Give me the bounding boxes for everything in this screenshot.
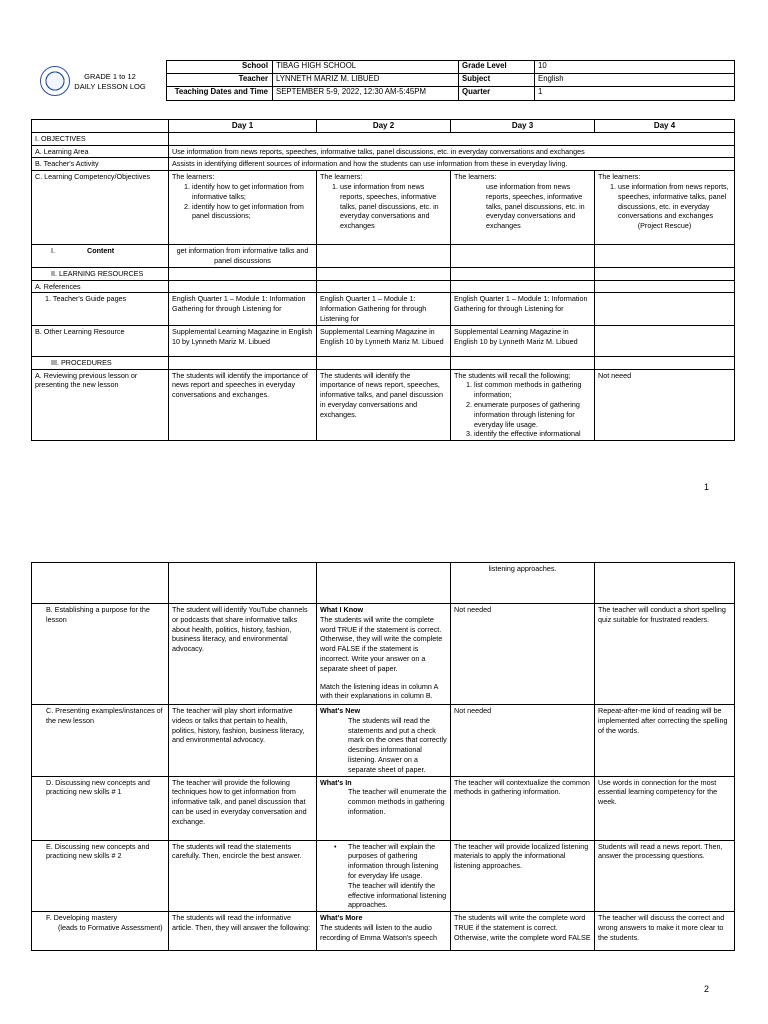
concepts1-day2-text: The teacher will enumerate the common methods in gathering information. (348, 787, 447, 816)
teachers-activity-value: Assists in identifying different sources of information and how the students can use information from these in everyday living. (169, 158, 735, 171)
title-line2: DAILY LESSON LOG (74, 82, 146, 91)
concepts2-day2-text2: The teacher will identify the effective informational listening approaches. (348, 880, 447, 910)
teacher-label: Teacher (167, 74, 273, 87)
empty-cell (595, 325, 735, 356)
quarter-label: Quarter (459, 87, 535, 101)
concepts1-day2 (317, 776, 451, 840)
mastery-label-line2: (leads to Formative Assessment) (58, 922, 163, 932)
examples-day4: Repeat-after-me kind of reading will be implemented after correcting the spelling of the words. (595, 705, 735, 777)
mastery-label-line1: F. Developing mastery (46, 913, 118, 923)
learners-text: The learners: (172, 172, 215, 182)
whats-in-title: What's In (320, 777, 352, 787)
empty-cell (169, 356, 317, 369)
bullet-icon: • (334, 841, 337, 851)
content-day2 (317, 245, 451, 268)
objectives-row (169, 132, 735, 145)
purpose-day2 (317, 604, 451, 705)
content-day4 (595, 245, 735, 268)
examples-day1: The teacher will play short informative videos or talks that pertain to health, politics, history, fashion, business literacy, and environmental advocacy. (169, 705, 317, 777)
school-label: School (167, 61, 273, 74)
mastery-day3: The students will write the complete word TRUE if the statement is correct. Otherwise, write the complete word FALSE (451, 912, 595, 951)
day-header: Day 2 (317, 120, 451, 133)
empty-cell (317, 280, 451, 293)
mastery-label (32, 912, 169, 951)
teachers-guide-text: 1. Teacher's Guide pages (45, 294, 127, 304)
teacher-value: LYNNETH MARIZ M. LIBUED (273, 74, 459, 87)
purpose-day4: The teacher will conduct a short spelling quiz suitable for frustrated readers. (595, 604, 735, 705)
learning-resources-text: II. LEARNING RESOURCES (51, 268, 144, 278)
other-day2: Supplemental Learning Magazine in English 10 by Lynneth Mariz M. Libued (317, 325, 451, 356)
concepts2-day3: The teacher will provide localized listening materials to apply the informational listening approaches. (451, 840, 595, 912)
tg-day3: English Quarter 1 – Module 1: Information Gathering for through Listening for (451, 293, 595, 325)
grade-value: 10 (535, 61, 735, 74)
concepts1-day3: The teacher will contextualize the common methods in gathering information. (451, 776, 595, 840)
empty-cell (595, 563, 735, 604)
quarter-value: 1 (535, 87, 735, 101)
empty-cell (317, 563, 451, 604)
examples-label: C. Presenting examples/instances of the new lesson (32, 705, 169, 777)
lesson-table-page1 (31, 119, 735, 441)
empty-cell (595, 267, 735, 280)
review-day4: Not neeed (595, 369, 735, 441)
continued-day3: listening approaches. (451, 563, 595, 604)
empty-cell (451, 280, 595, 293)
dates-label: Teaching Dates and Time (167, 87, 273, 101)
what-i-know-title: What I Know (320, 605, 364, 614)
review-day1: The students will identify the importance of news report and speeches in everyday conversations and exchanges. (169, 369, 317, 441)
examples-day2-text: The students will read the statements and put a check mark on the ones that correctly describes informational listening. Answer on a separate sheet of paper. (348, 715, 447, 774)
competency-day2 (317, 171, 451, 245)
objectives-heading: I. OBJECTIVES (32, 132, 169, 145)
other-resource-label: B. Other Learning Resource (32, 325, 169, 356)
grade-label: Grade Level (459, 61, 535, 74)
review-intro: The students will recall the following; (454, 370, 571, 380)
purpose-day3: Not needed (451, 604, 595, 705)
concepts2-day2-item1 (320, 842, 447, 881)
concepts2-day1: The students will read the statements carefully. Then, encircle the best answer. (169, 840, 317, 912)
dates-value: SEPTEMBER 5-9, 2022, 12:30 AM-5:45PM (273, 87, 459, 101)
purpose-day2-text: The students will write the complete word TRUE if the statement is correct. Otherwise, they will write the complete word FALSE if the statement is incorrect. Write your answer on a separate sheet of paper. (320, 614, 443, 673)
subject-value: English (535, 74, 735, 87)
content-label-cell (32, 245, 169, 268)
other-day1: Supplemental Learning Magazine in English 10 by Lynneth Mariz M. Libued (169, 325, 317, 356)
tg-day1: English Quarter 1 – Module 1: Information Gathering for through Listening for (169, 293, 317, 325)
empty-cell (169, 563, 317, 604)
purpose-day2-match: Match the listening ideas in column A with their explanations in column B. (320, 681, 438, 701)
procedures-heading (32, 356, 169, 369)
corner-cell (32, 120, 169, 133)
review-item: 3. identify the effective informational (474, 429, 591, 439)
empty-cell (595, 356, 735, 369)
learning-resources-heading (32, 267, 169, 280)
subject-label: Subject (459, 74, 535, 87)
review-day2: The students will identify the importance of news report, speeches, informative talks, and panel discussion in everyday conversations and exchanges. (317, 369, 451, 441)
purpose-label: B. Establishing a purpose for the lesson (32, 604, 169, 705)
whats-new-title: What's New (320, 706, 361, 715)
competency-day4 (595, 171, 735, 245)
examples-day2 (317, 705, 451, 777)
empty-cell (317, 356, 451, 369)
review-item: 1. list common methods in gathering information; (474, 380, 591, 400)
competency-item: 2. identify how to get information from panel discussions; (192, 202, 313, 222)
procedures-text: III. PROCEDURES (51, 357, 112, 367)
concepts2-label: E. Discussing new concepts and practicing new skills # 2 (32, 840, 169, 912)
empty-cell (595, 280, 735, 293)
competency-item: 1. use information from news reports, speeches, informative talks, panel discussions, etc. in everyday conversations and exchanges (340, 182, 447, 231)
mastery-day2 (317, 912, 451, 951)
other-day3: Supplemental Learning Magazine in English 10 by Lynneth Mariz M. Libued (451, 325, 595, 356)
competency-day1 (169, 171, 317, 245)
content-label: Content (87, 246, 115, 256)
day-header: Day 3 (451, 120, 595, 133)
competency-day3 (451, 171, 595, 245)
lesson-table-page2 (31, 562, 735, 951)
empty-cell (169, 280, 317, 293)
whats-more-title: What's More (320, 913, 363, 923)
review-label: A. Reviewing previous lesson or presenting the new lesson (32, 369, 169, 441)
learning-area-value: Use information from news reports, speeches, informative talks, panel discussions, etc. in everyday conversations and exchanges (169, 145, 735, 158)
purpose-day1: The student will identify YouTube channels or podcasts that share informative talks about health, politics, history, fashion, business literacy, and environmental advocacy. (169, 604, 317, 705)
teachers-activity-label: B. Teacher's Activity (32, 158, 169, 171)
day-header: Day 4 (595, 120, 735, 133)
content-num: I. (51, 246, 55, 256)
concepts1-day1: The teacher will provide the following techniques how to get information from informative talk, and panel discussion that can be used in everyday conversation and exchange. (169, 776, 317, 840)
learning-area-label: A. Learning Area (32, 145, 169, 158)
tg-day2: English Quarter 1 – Module 1: Information Gathering for through Listening for (317, 293, 451, 325)
content-day1: get information from informative talks and panel discussions (169, 245, 317, 268)
title-line1: GRADE 1 to 12 (84, 72, 136, 81)
day-header: Day 1 (169, 120, 317, 133)
review-day3 (451, 369, 595, 441)
learners-text: The learners: (454, 172, 497, 182)
page-number: 1 (704, 482, 710, 492)
review-item: 2. enumerate purposes of gathering information through listening for everyday life usage. (474, 400, 591, 429)
empty-cell (595, 293, 735, 325)
examples-day3: Not needed (451, 705, 595, 777)
project-rescue: (Project Rescue) (637, 221, 692, 231)
empty-cell (451, 267, 595, 280)
learners-text: The learners: (598, 172, 641, 182)
deped-seal-icon (40, 66, 70, 96)
concepts1-day4: Use words in connection for the most essential learning competency for the week. (595, 776, 735, 840)
concepts2-day4: Students will read a news report. Then, answer the processing questions. (595, 840, 735, 912)
header-table (166, 60, 735, 101)
mastery-day4: The teacher will discuss the correct and wrong answers to make it more clear to the students. (595, 912, 735, 951)
concepts2-day2 (317, 840, 451, 912)
teachers-guide-label (32, 293, 169, 325)
log-title (74, 72, 146, 92)
references-label: A. References (32, 280, 169, 293)
competency-label: C. Learning Competency/Objectives (32, 171, 169, 245)
competency-item: use information from news reports, speeches, informative talks, panel discussions, etc. in everyday conversations and exchanges (486, 181, 585, 231)
empty-cell (169, 267, 317, 280)
concepts1-label: D. Discussing new concepts and practicing new skills # 1 (32, 776, 169, 840)
empty-cell (32, 563, 169, 604)
content-day3 (451, 245, 595, 268)
concepts2-day2-text1: The teacher will explain the purposes of gathering information through listening for everyday life usage. (348, 841, 439, 880)
empty-cell (317, 267, 451, 280)
mastery-day2-text: The students will listen to the audio recording of Emma Watson's speech (320, 922, 437, 942)
learners-text: The learners: (320, 172, 363, 182)
page-number: 2 (704, 984, 710, 994)
school-value: TIBAG HIGH SCHOOL (273, 61, 459, 74)
competency-item: 1. use information from news reports, speeches, informative talks, panel discussions, etc. in everyday conversations and exchanges (618, 182, 731, 221)
competency-item: 1. identify how to get information from informative talks; (192, 182, 313, 202)
empty-cell (451, 356, 595, 369)
mastery-day1: The students will read the informative article. Then, they will answer the following: (169, 912, 317, 951)
